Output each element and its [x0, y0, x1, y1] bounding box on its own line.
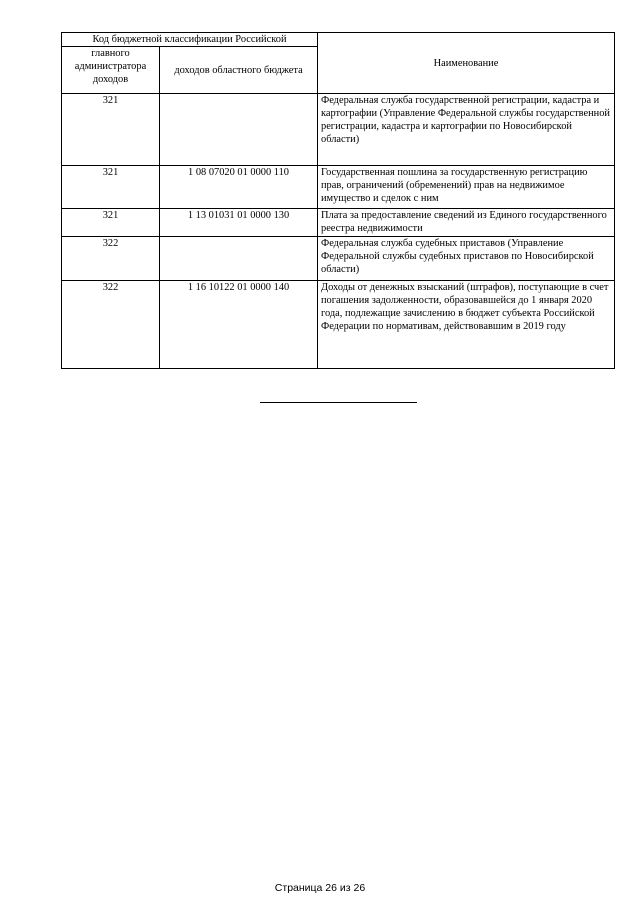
table-row	[62, 281, 615, 369]
admin-code-cell: 322	[62, 281, 160, 369]
header-code-column: доходов областного бюджета	[160, 47, 318, 94]
page-number: Страница 26 из 26	[274, 882, 366, 894]
name-cell: Федеральная служба государственной регистрации, кадастра и картографии (Управление Федеральной службы государственной регистрации, кадастра и картографии по Новосибирской области)	[318, 94, 615, 166]
admin-code-cell: 321	[62, 166, 160, 209]
end-divider-line	[260, 402, 417, 403]
name-cell: Плата за предоставление сведений из Единого государственного реестра недвижимости	[318, 209, 615, 237]
income-code-cell: 1 13 01031 01 0000 130	[160, 209, 318, 237]
income-code-cell	[160, 94, 318, 166]
header-group-title: Код бюджетной классификации Российской	[62, 33, 318, 47]
name-cell: Доходы от денежных взысканий (штрафов), поступающие в счет погашения задолженности, образовавшейся до 1 января 2020 года, подлежащие зачислению в бюджет субъекта Российской Федерации по нормативам, действовавшим в 2019 году	[318, 281, 615, 369]
table-row	[62, 209, 615, 237]
name-cell: Федеральная служба судебных приставов (Управление Федеральной службы судебных приставов по Новосибирской области)	[318, 237, 615, 281]
header-admin-column: главного администратора доходов	[62, 47, 160, 94]
budget-classification-table	[61, 32, 615, 369]
header-name-column: Наименование	[318, 33, 615, 94]
table-header-row	[62, 33, 615, 47]
admin-code-cell: 322	[62, 237, 160, 281]
table-row	[62, 237, 615, 281]
admin-code-cell: 321	[62, 209, 160, 237]
admin-code-cell: 321	[62, 94, 160, 166]
name-cell: Государственная пошлина за государственную регистрацию прав, ограничений (обременений) прав на недвижимое имущество и сделок с ним	[318, 166, 615, 209]
table-row	[62, 94, 615, 166]
table-row	[62, 166, 615, 209]
income-code-cell: 1 16 10122 01 0000 140	[160, 281, 318, 369]
income-code-cell: 1 08 07020 01 0000 110	[160, 166, 318, 209]
income-code-cell	[160, 237, 318, 281]
